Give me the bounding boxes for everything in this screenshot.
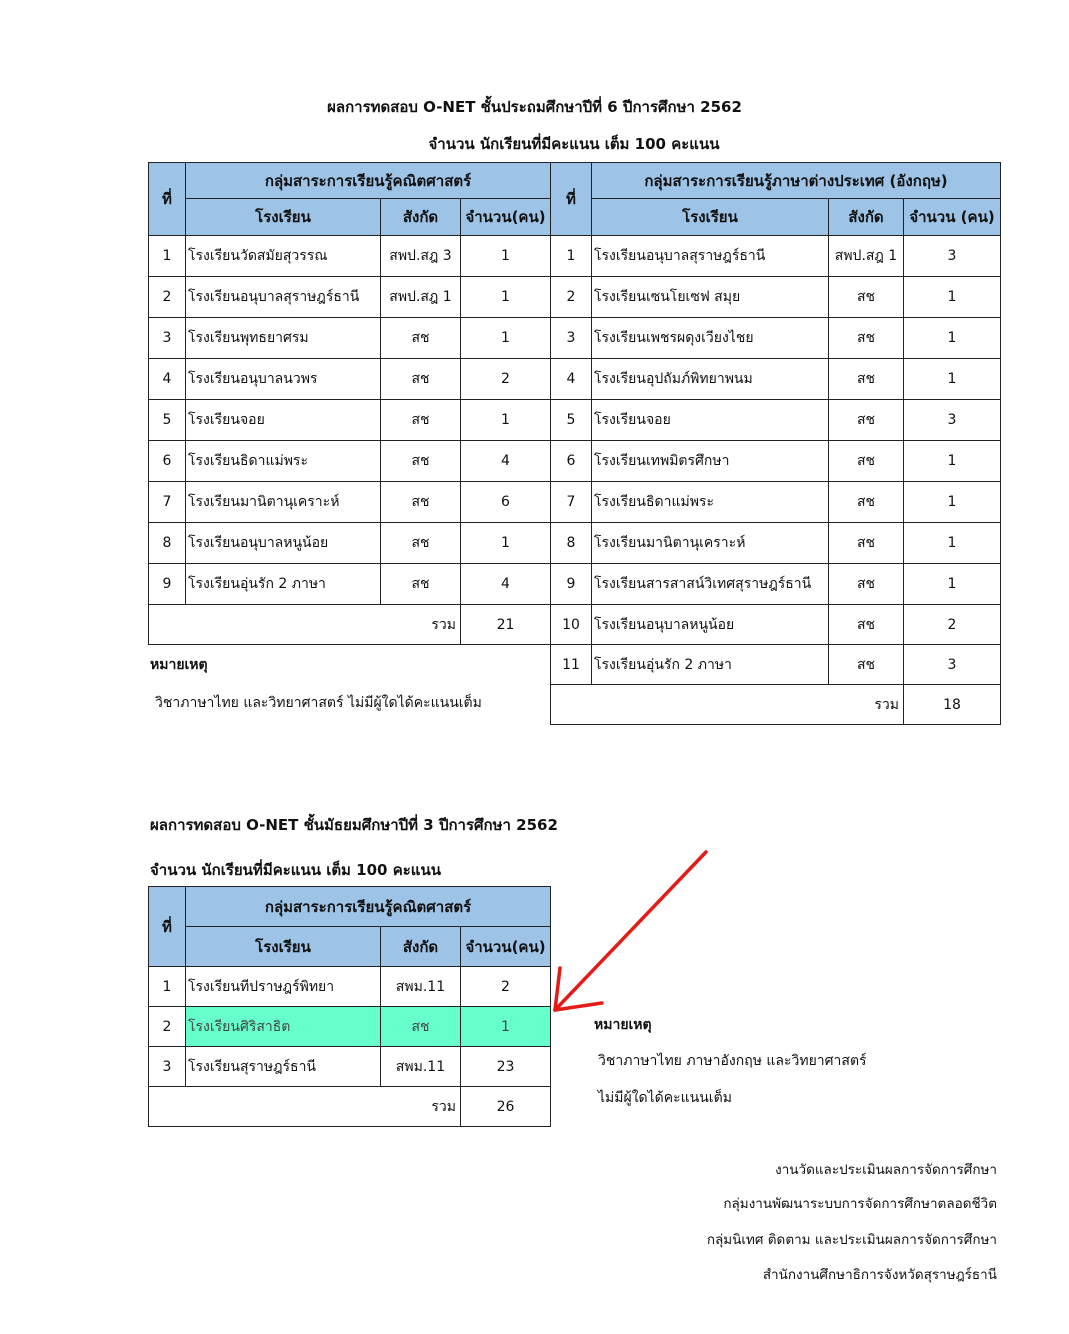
affiliation: สช bbox=[829, 605, 904, 645]
student-count: 4 bbox=[461, 441, 551, 482]
student-count: 1 bbox=[904, 318, 1001, 359]
col-school-header: โรงเรียน bbox=[186, 927, 381, 967]
student-count: 4 bbox=[461, 564, 551, 605]
col-count-header: จำนวน (คน) bbox=[904, 199, 1001, 236]
row-number: 6 bbox=[149, 441, 186, 482]
school-name: โรงเรียนอนุบาลนวพร bbox=[186, 359, 381, 400]
affiliation: สช bbox=[381, 318, 461, 359]
row-number: 1 bbox=[149, 967, 186, 1007]
affiliation: สช bbox=[381, 441, 461, 482]
table-row bbox=[551, 441, 1001, 482]
school-name: โรงเรียนอุ่นรัก 2 ภาษา bbox=[592, 645, 829, 685]
total-label: รวม bbox=[149, 605, 461, 645]
english-group-header: กลุ่มสาระการเรียนรู้ภาษาต่างประเทศ (อังกฤษ) bbox=[592, 163, 1001, 199]
affiliation: สพม.11 bbox=[381, 1047, 461, 1087]
table-row bbox=[551, 400, 1001, 441]
table-row bbox=[149, 441, 551, 482]
student-count: 3 bbox=[904, 645, 1001, 685]
student-count: 1 bbox=[904, 523, 1001, 564]
table-row bbox=[149, 1007, 551, 1047]
row-number: 10 bbox=[551, 605, 592, 645]
credit-line: งานวัดและประเมินผลการจัดการศึกษา bbox=[775, 1162, 997, 1178]
col-no-header: ที่ bbox=[149, 887, 186, 967]
school-name: โรงเรียนอนุบาลสุราษฎร์ธานี bbox=[592, 236, 829, 277]
row-number: 9 bbox=[551, 564, 592, 605]
table-row bbox=[149, 236, 551, 277]
school-name: โรงเรียนศิริสาธิต bbox=[186, 1007, 381, 1047]
student-count: 2 bbox=[461, 359, 551, 400]
school-name: โรงเรียนพุทธยาศรม bbox=[186, 318, 381, 359]
student-count: 1 bbox=[461, 1007, 551, 1047]
student-count: 6 bbox=[461, 482, 551, 523]
student-count: 1 bbox=[904, 564, 1001, 605]
school-name: โรงเรียนมานิตานุเคราะห์ bbox=[592, 523, 829, 564]
secondary-title: ผลการทดสอบ O-NET ชั้นมัธยมศึกษาปีที่ 3 ปีการศึกษา 2562 bbox=[150, 816, 558, 834]
table-row bbox=[149, 318, 551, 359]
total-value: 21 bbox=[461, 605, 551, 645]
row-number: 8 bbox=[551, 523, 592, 564]
row-number: 5 bbox=[551, 400, 592, 441]
affiliation: สช bbox=[829, 359, 904, 400]
student-count: 1 bbox=[461, 318, 551, 359]
table-row bbox=[149, 564, 551, 605]
row-number: 2 bbox=[149, 1007, 186, 1047]
primary-subtitle: จำนวน นักเรียนที่มีคะแนน เต็ม 100 คะแนน bbox=[428, 135, 720, 153]
arrow-annotation-icon bbox=[540, 845, 720, 1025]
table-row bbox=[551, 605, 1001, 645]
table-row bbox=[551, 523, 1001, 564]
row-number: 8 bbox=[149, 523, 186, 564]
secondary-note-line1: วิชาภาษาไทย ภาษาอังกฤษ และวิทยาศาสตร์ bbox=[598, 1053, 867, 1069]
school-name: โรงเรียนสารสาสน์วิเทศสุราษฎร์ธานี bbox=[592, 564, 829, 605]
col-count-header: จำนวน(คน) bbox=[461, 199, 551, 236]
school-name: โรงเรียนธิดาแม่พระ bbox=[186, 441, 381, 482]
row-number: 2 bbox=[551, 277, 592, 318]
student-count: 1 bbox=[461, 523, 551, 564]
school-name: โรงเรียนวัดสมัยสุวรรณ bbox=[186, 236, 381, 277]
total-value: 26 bbox=[461, 1087, 551, 1127]
affiliation: สช bbox=[381, 564, 461, 605]
col-no-header: ที่ bbox=[149, 163, 186, 236]
table-row bbox=[551, 277, 1001, 318]
row-number: 9 bbox=[149, 564, 186, 605]
primary-note-text: วิชาภาษาไทย และวิทยาศาสตร์ ไม่มีผู้ใดได้คะแนนเต็ม bbox=[155, 695, 482, 711]
total-value: 18 bbox=[904, 685, 1001, 725]
affiliation: สช bbox=[829, 277, 904, 318]
school-name: โรงเรียนอุปถัมภ์พิทยาพนม bbox=[592, 359, 829, 400]
school-name: โรงเรียนอนุบาลสุราษฎร์ธานี bbox=[186, 277, 381, 318]
table-row bbox=[149, 359, 551, 400]
student-count: 2 bbox=[904, 605, 1001, 645]
affiliation: สช bbox=[829, 318, 904, 359]
credit-line: สำนักงานศึกษาธิการจังหวัดสุราษฎร์ธานี bbox=[762, 1267, 997, 1283]
student-count: 1 bbox=[904, 277, 1001, 318]
student-count: 1 bbox=[461, 400, 551, 441]
affiliation: สช bbox=[829, 564, 904, 605]
row-number: 3 bbox=[149, 318, 186, 359]
row-number: 1 bbox=[551, 236, 592, 277]
school-name: โรงเรียนสุราษฎร์ธานี bbox=[186, 1047, 381, 1087]
primary-english-table bbox=[550, 162, 1001, 725]
school-name: โรงเรียนจอย bbox=[186, 400, 381, 441]
school-name: โรงเรียนอุ่นรัก 2 ภาษา bbox=[186, 564, 381, 605]
credit-line: กลุ่มนิเทศ ติดตาม และประเมินผลการจัดการศึกษา bbox=[706, 1232, 997, 1248]
school-name: โรงเรียนทีปราษฎร์พิทยา bbox=[186, 967, 381, 1007]
student-count: 3 bbox=[904, 400, 1001, 441]
student-count: 1 bbox=[904, 441, 1001, 482]
row-number: 3 bbox=[149, 1047, 186, 1087]
student-count: 1 bbox=[461, 236, 551, 277]
student-count: 1 bbox=[461, 277, 551, 318]
primary-note-title: หมายเหตุ bbox=[150, 657, 208, 673]
affiliation: สช bbox=[829, 400, 904, 441]
table-row bbox=[149, 482, 551, 523]
col-no-header: ที่ bbox=[551, 163, 592, 236]
table-row bbox=[149, 523, 551, 564]
student-count: 3 bbox=[904, 236, 1001, 277]
affiliation: สพป.สฎ 1 bbox=[381, 277, 461, 318]
row-number: 3 bbox=[551, 318, 592, 359]
total-label: รวม bbox=[149, 1087, 461, 1127]
affiliation: สช bbox=[381, 359, 461, 400]
affiliation: สช bbox=[829, 523, 904, 564]
credit-line: กลุ่มงานพัฒนาระบบการจัดการศึกษาตลอดชีวิต bbox=[723, 1196, 997, 1212]
secondary-subtitle: จำนวน นักเรียนที่มีคะแนน เต็ม 100 คะแนน bbox=[150, 861, 441, 879]
primary-math-table bbox=[148, 162, 551, 645]
student-count: 1 bbox=[904, 359, 1001, 400]
col-affiliation-header: สังกัด bbox=[381, 199, 461, 236]
affiliation: สพป.สฎ 1 bbox=[829, 236, 904, 277]
school-name: โรงเรียนจอย bbox=[592, 400, 829, 441]
row-number: 11 bbox=[551, 645, 592, 685]
table-row bbox=[551, 359, 1001, 400]
row-number: 1 bbox=[149, 236, 186, 277]
table-row bbox=[149, 400, 551, 441]
col-affiliation-header: สังกัด bbox=[829, 199, 904, 236]
col-school-header: โรงเรียน bbox=[592, 199, 829, 236]
affiliation: สช bbox=[829, 482, 904, 523]
school-name: โรงเรียนเทพมิตรศึกษา bbox=[592, 441, 829, 482]
affiliation: สช bbox=[381, 482, 461, 523]
school-name: โรงเรียนธิดาแม่พระ bbox=[592, 482, 829, 523]
table-row bbox=[551, 236, 1001, 277]
secondary-note-line2: ไม่มีผู้ใดได้คะแนนเต็ม bbox=[598, 1090, 732, 1106]
affiliation: สพป.สฎ 3 bbox=[381, 236, 461, 277]
table-row bbox=[149, 277, 551, 318]
student-count: 2 bbox=[461, 967, 551, 1007]
affiliation: สช bbox=[381, 1007, 461, 1047]
row-number: 6 bbox=[551, 441, 592, 482]
table-row bbox=[551, 482, 1001, 523]
row-number: 7 bbox=[149, 482, 186, 523]
school-name: โรงเรียนมานิตานุเคราะห์ bbox=[186, 482, 381, 523]
affiliation: สช bbox=[829, 441, 904, 482]
row-number: 4 bbox=[551, 359, 592, 400]
affiliation: สช bbox=[829, 645, 904, 685]
affiliation: สช bbox=[381, 523, 461, 564]
school-name: โรงเรียนเซนโยเซฟ สมุย bbox=[592, 277, 829, 318]
row-number: 7 bbox=[551, 482, 592, 523]
affiliation: สพม.11 bbox=[381, 967, 461, 1007]
table-row bbox=[551, 318, 1001, 359]
row-number: 4 bbox=[149, 359, 186, 400]
col-affiliation-header: สังกัด bbox=[381, 927, 461, 967]
affiliation: สช bbox=[381, 400, 461, 441]
col-count-header: จำนวน(คน) bbox=[461, 927, 551, 967]
school-name: โรงเรียนอนุบาลหนูน้อย bbox=[186, 523, 381, 564]
student-count: 23 bbox=[461, 1047, 551, 1087]
secondary-note-title: หมายเหตุ bbox=[594, 1017, 652, 1033]
table-row bbox=[551, 564, 1001, 605]
total-label: รวม bbox=[551, 685, 904, 725]
primary-title: ผลการทดสอบ O-NET ชั้นประถมศึกษาปีที่ 6 ปีการศึกษา 2562 bbox=[327, 98, 742, 116]
table-row bbox=[149, 1047, 551, 1087]
secondary-math-table bbox=[148, 886, 551, 1127]
school-name: โรงเรียนอนุบาลหนูน้อย bbox=[592, 605, 829, 645]
math-group-header: กลุ่มสาระการเรียนรู้คณิตศาสตร์ bbox=[186, 887, 551, 927]
school-name: โรงเรียนเพชรผดุงเวียงไชย bbox=[592, 318, 829, 359]
col-school-header: โรงเรียน bbox=[186, 199, 381, 236]
row-number: 5 bbox=[149, 400, 186, 441]
table-row bbox=[149, 967, 551, 1007]
table-row bbox=[551, 645, 1001, 685]
row-number: 2 bbox=[149, 277, 186, 318]
math-group-header: กลุ่มสาระการเรียนรู้คณิตศาสตร์ bbox=[186, 163, 551, 199]
student-count: 1 bbox=[904, 482, 1001, 523]
